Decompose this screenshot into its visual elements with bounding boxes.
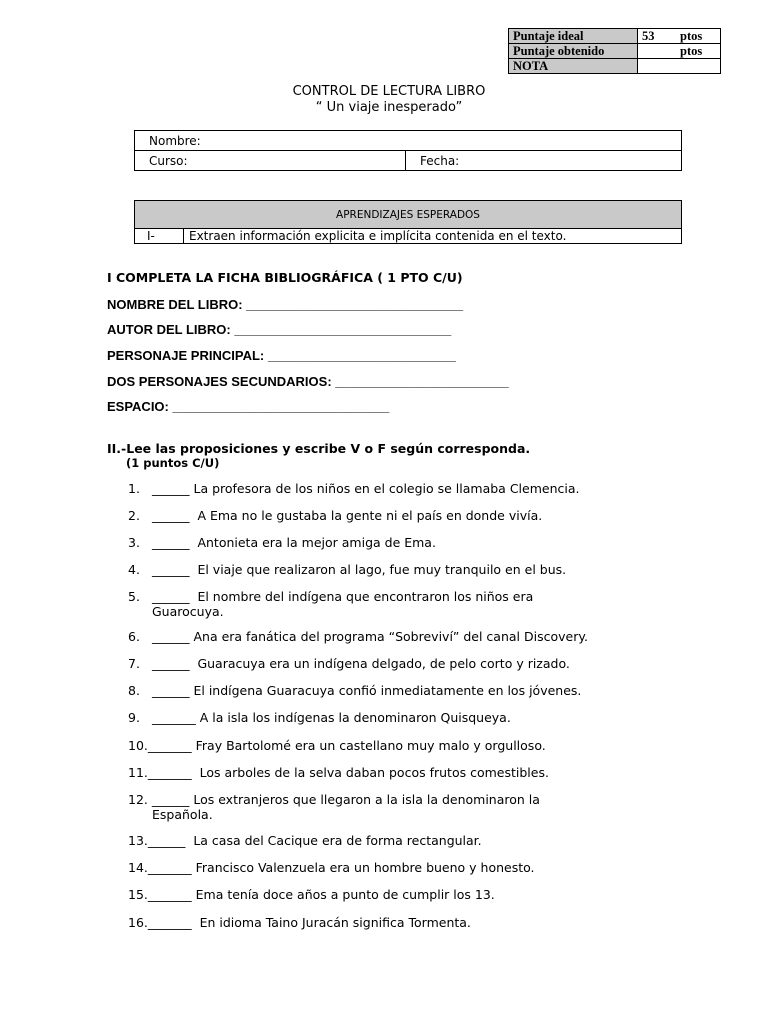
- learning-objectives-table: [134, 200, 682, 244]
- question-text: ______ Antonieta era la mejor amiga de Ema.: [152, 535, 436, 550]
- question-number: 5.: [128, 589, 140, 604]
- question-text: ______ Guaracuya era un indígena delgado, de pelo corto y rizado.: [152, 656, 570, 671]
- question-text: _______ Francisco Valenzuela era un hombre bueno y honesto.: [147, 860, 535, 875]
- question-text: ______ La profesora de los niños en el colegio se llamaba Clemencia.: [152, 481, 580, 496]
- question-text: ______ El indígena Guaracuya confió inmediatamente en los jóvenes.: [152, 683, 582, 698]
- secondary-characters-field[interactable]: DOS PERSONAJES SECUNDARIOS: ________________________: [107, 374, 509, 389]
- score-unit: ptos: [680, 44, 703, 58]
- objectives-heading: APRENDIZAJES ESPERADOS: [135, 201, 682, 229]
- question-item[interactable]: [128, 683, 648, 698]
- section-1-title: I COMPLETA LA FICHA BIBLIOGRÁFICA ( 1 PTO C/U): [107, 270, 463, 285]
- question-item[interactable]: [128, 765, 648, 780]
- question-item[interactable]: [128, 792, 648, 822]
- question-item[interactable]: [128, 710, 648, 725]
- question-text-continued: Española.: [152, 807, 213, 822]
- score-row-grade: [509, 59, 721, 74]
- question-item[interactable]: [128, 562, 648, 577]
- question-number: 14.: [128, 860, 148, 875]
- score-row-obtained: [509, 44, 721, 59]
- question-number: 1.: [128, 481, 140, 496]
- question-text-continued: Guarocuya.: [152, 604, 224, 619]
- score-label: Puntaje obtenido: [509, 44, 638, 59]
- question-number: 13.: [128, 833, 148, 848]
- question-text: ______ Ana era fanática del programa “Sobreviví” del canal Discovery.: [152, 629, 588, 644]
- question-item[interactable]: [128, 656, 648, 671]
- question-item[interactable]: [128, 629, 648, 644]
- score-value: 53: [642, 29, 655, 43]
- question-text: ______ La casa del Cacique era de forma rectangular.: [147, 833, 482, 848]
- book-title: “ Un viaje inesperado”: [315, 100, 463, 115]
- question-item[interactable]: [128, 508, 648, 523]
- question-text: ______ Los extranjeros que llegaron a la isla la denominaron la: [147, 792, 540, 807]
- score-unit: ptos: [680, 29, 703, 43]
- objective-number: I-: [135, 229, 184, 244]
- setting-field[interactable]: ESPACIO: ______________________________: [107, 399, 390, 414]
- question-number: 15.: [128, 887, 148, 902]
- question-number: 2.: [128, 508, 140, 523]
- question-text: _______ Ema tenía doce años a punto de cumplir los 13.: [147, 887, 495, 902]
- question-text: ______ A Ema no le gustaba la gente ni el país en donde vivía.: [152, 508, 543, 523]
- main-character-field[interactable]: PERSONAJE PRINCIPAL: __________________________: [107, 348, 456, 363]
- section-2-title: II.-Lee las proposiciones y escribe V o F según corresponda.: [107, 441, 531, 456]
- score-table: [508, 28, 721, 74]
- question-number: 6.: [128, 629, 140, 644]
- date-field[interactable]: Fecha:: [406, 151, 682, 171]
- score-value-cell: [638, 29, 721, 44]
- question-number: 7.: [128, 656, 140, 671]
- question-number: 16.: [128, 915, 148, 930]
- objective-text: Extraen información explicita e implícita contenida en el texto.: [184, 229, 682, 244]
- question-number: 9.: [128, 710, 140, 725]
- student-info-table: [134, 130, 682, 171]
- score-label: Puntaje ideal: [509, 29, 638, 44]
- score-row-ideal: [509, 29, 721, 44]
- question-item[interactable]: [128, 738, 648, 753]
- question-number: 4.: [128, 562, 140, 577]
- question-text: _______ A la isla los indígenas la denominaron Quisqueya.: [152, 710, 511, 725]
- score-value-cell[interactable]: [638, 44, 721, 59]
- question-number: 3.: [128, 535, 140, 550]
- course-field[interactable]: Curso:: [135, 151, 406, 171]
- page-title: CONTROL DE LECTURA LIBRO: [292, 84, 486, 99]
- question-item[interactable]: [128, 535, 648, 550]
- question-item[interactable]: [128, 481, 648, 496]
- question-text: _______ Fray Bartolomé era un castellano muy malo y orgulloso.: [147, 738, 546, 753]
- grade-value-cell[interactable]: [638, 59, 721, 74]
- question-text: ______ El nombre del indígena que encontraron los niños era: [152, 589, 534, 604]
- book-author-field[interactable]: AUTOR DEL LIBRO: ______________________________: [107, 322, 452, 337]
- question-item[interactable]: [128, 860, 648, 875]
- question-item[interactable]: [128, 833, 648, 848]
- score-label: NOTA: [509, 59, 638, 74]
- question-item[interactable]: [128, 915, 648, 930]
- name-field[interactable]: Nombre:: [135, 131, 682, 151]
- question-number: 11.: [128, 765, 148, 780]
- section-2-points: (1 puntos C/U): [126, 456, 220, 470]
- question-text: ______ El viaje que realizaron al lago, fue muy tranquilo en el bus.: [152, 562, 567, 577]
- question-text: _______ En idioma Taino Juracán significa Tormenta.: [147, 915, 471, 930]
- question-number: 12.: [128, 792, 148, 807]
- question-number: 10.: [128, 738, 148, 753]
- question-number: 8.: [128, 683, 140, 698]
- question-text: _______ Los arboles de la selva daban pocos frutos comestibles.: [147, 765, 549, 780]
- question-item[interactable]: [128, 589, 648, 619]
- book-name-field[interactable]: NOMBRE DEL LIBRO: ______________________________: [107, 297, 464, 312]
- document-header: [0, 84, 768, 116]
- question-item[interactable]: [128, 887, 648, 902]
